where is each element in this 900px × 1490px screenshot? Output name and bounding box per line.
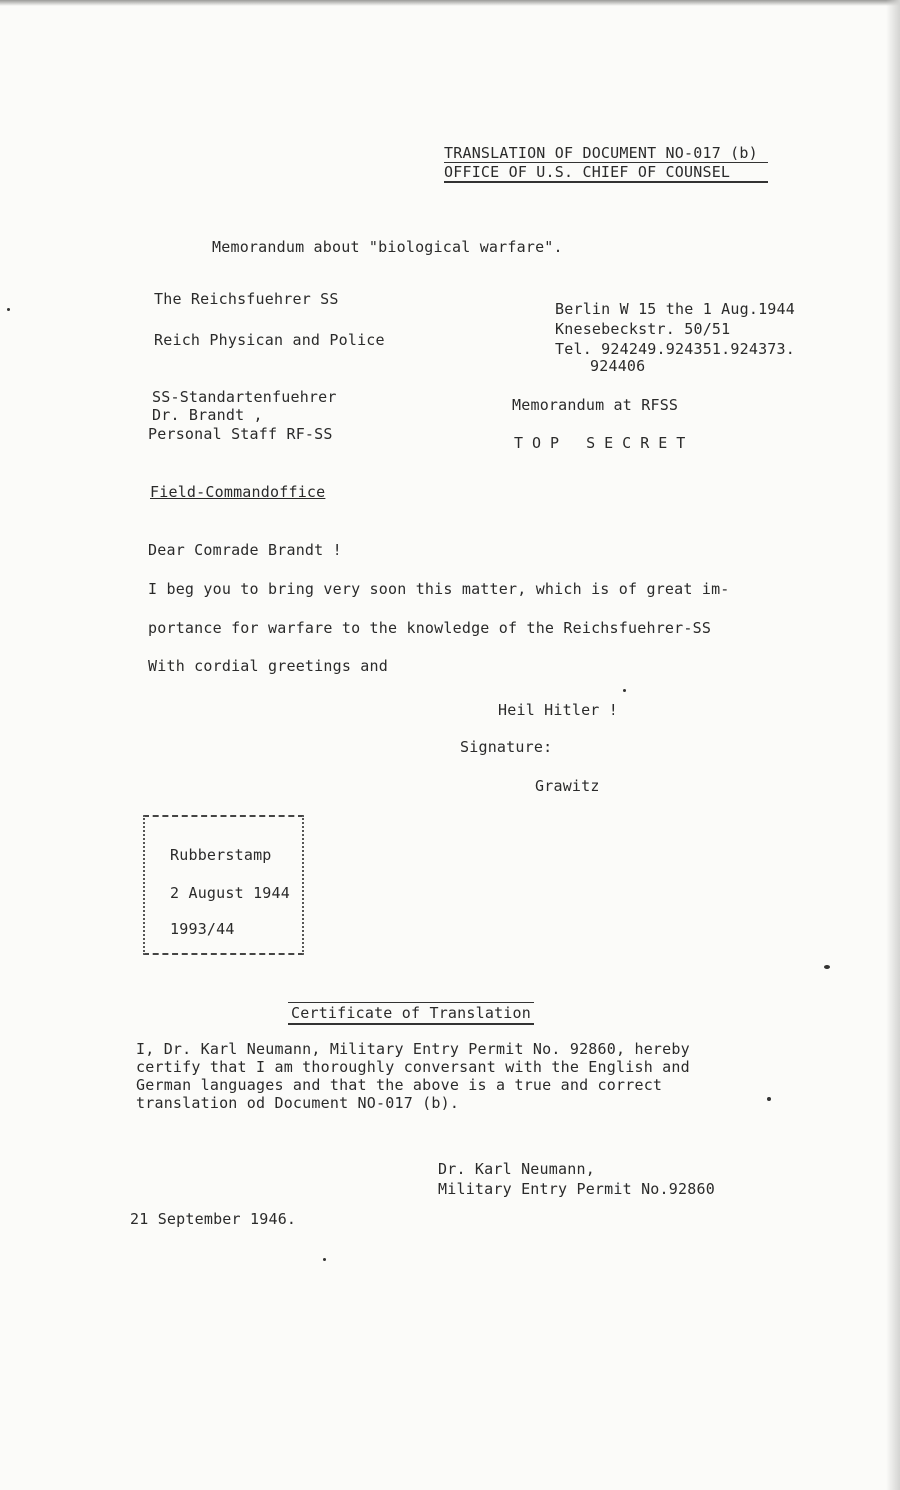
certificate-line-1: I, Dr. Karl Neumann, Military Entry Permit No. 92860, hereby bbox=[136, 1040, 690, 1058]
scan-speck bbox=[824, 965, 830, 969]
body-line-3: With cordial greetings and bbox=[148, 657, 388, 675]
body-line-1: I beg you to bring very soon this matter, which is of great im- bbox=[148, 580, 730, 598]
telephone-line: Tel. 924249.924351.924373. bbox=[555, 340, 795, 358]
header-line-2: OFFICE OF U.S. CHIEF OF COUNSEL bbox=[444, 163, 768, 183]
body-line-2: portance for warfare to the knowledge of the Reichsfuehrer-SS bbox=[148, 619, 712, 637]
certificate-title: Certificate of Translation bbox=[288, 1002, 534, 1025]
closing-greeting: Heil Hitler ! bbox=[498, 701, 618, 719]
telephone-line-2: 924406 bbox=[590, 357, 646, 375]
certificate-date: 21 September 1946. bbox=[130, 1210, 297, 1228]
scan-speck bbox=[323, 1258, 326, 1261]
field-office: Field-Commandoffice bbox=[150, 483, 326, 501]
certificate-line-4: translation od Document NO-017 (b). bbox=[136, 1094, 460, 1112]
memo-title: Memorandum about "biological warfare". bbox=[212, 238, 563, 256]
place-date-line: Berlin W 15 the 1 Aug.1944 bbox=[555, 300, 795, 318]
sender-line-1: The Reichsfuehrer SS bbox=[154, 290, 339, 308]
translator-permit: Military Entry Permit No.92860 bbox=[438, 1180, 715, 1198]
recipient-line-2: Dr. Brandt , bbox=[152, 406, 263, 424]
scan-right-edge bbox=[886, 0, 900, 1490]
signature-label: Signature: bbox=[460, 738, 553, 756]
certificate-line-2: certify that I am thoroughly conversant with the English and bbox=[136, 1058, 690, 1076]
address-line: Knesebeckstr. 50/51 bbox=[555, 320, 731, 338]
salutation: Dear Comrade Brandt ! bbox=[148, 541, 342, 559]
scan-speck bbox=[623, 689, 626, 692]
scan-speck bbox=[7, 308, 10, 311]
recipient-line-1: SS-Standartenfuehrer bbox=[152, 388, 337, 406]
header-line-1: TRANSLATION OF DOCUMENT NO-017 (b) bbox=[444, 144, 768, 163]
certificate-line-3: German languages and that the above is a true and correct bbox=[136, 1076, 663, 1094]
memo-note: Memorandum at RFSS bbox=[512, 396, 679, 414]
sender-line-2: Reich Physican and Police bbox=[154, 331, 385, 349]
stamp-date: 2 August 1944 bbox=[170, 884, 290, 902]
recipient-line-3: Personal Staff RF-SS bbox=[148, 425, 333, 443]
signer-name: Grawitz bbox=[535, 777, 600, 795]
stamp-line-1: Rubberstamp bbox=[170, 846, 272, 864]
scan-top-edge bbox=[0, 0, 900, 6]
scan-speck bbox=[767, 1097, 771, 1101]
translator-name: Dr. Karl Neumann, bbox=[438, 1160, 595, 1178]
classification: TOP SECRET bbox=[514, 434, 695, 452]
stamp-number: 1993/44 bbox=[170, 920, 235, 938]
document-header bbox=[444, 144, 768, 183]
